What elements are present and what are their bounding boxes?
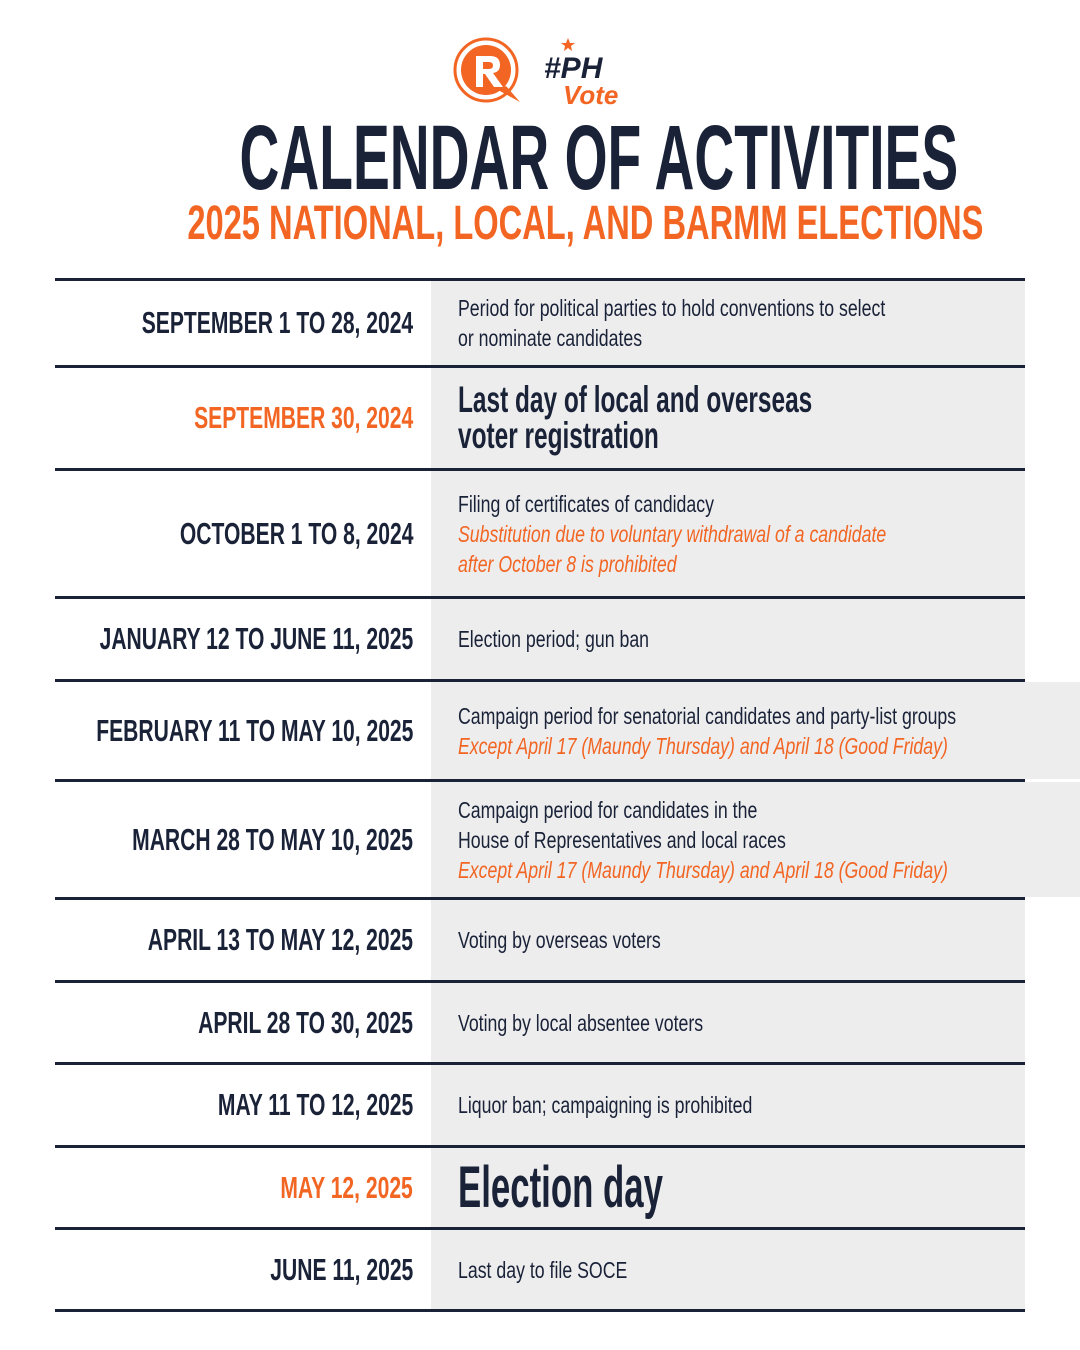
activity-cell: Campaign period for senatorial candidates and party-list groups Except April 17 (Maundy Thursday) and April 18 (Good Friday) <box>431 682 1080 779</box>
svg-text:Vote: Vote <box>563 80 619 108</box>
table-row <box>55 983 1025 1065</box>
date-cell: APRIL 28 TO 30, 2025 <box>198 1004 413 1040</box>
activity-cell: Filing of certificates of candidacy Substitution due to voluntary withdrawal of a candidate after October 8 is prohibited <box>431 471 1025 596</box>
activity-cell: Last day of local and overseas voter registration <box>431 368 1025 468</box>
date-cell: MAY 11 TO 12, 2025 <box>217 1087 413 1122</box>
activity-cell: Election day <box>431 1148 1025 1227</box>
date-cell: SEPTEMBER 1 TO 28, 2024 <box>141 305 413 340</box>
activity-cell: Voting by overseas voters <box>431 900 1025 980</box>
table-row <box>55 471 1025 599</box>
activity-cell: Election period; gun ban <box>431 599 1025 679</box>
date-cell: SEPTEMBER 30, 2024 <box>193 400 413 435</box>
page-subtitle: 2025 NATIONAL, LOCAL, AND BARMM ELECTIONS <box>187 197 984 250</box>
table-row <box>55 682 1025 782</box>
table-row <box>55 1230 1025 1312</box>
calendar-table <box>55 278 1025 1312</box>
logos <box>450 36 640 108</box>
date-cell: APRIL 13 TO MAY 12, 2025 <box>147 922 413 957</box>
date-cell: MARCH 28 TO MAY 10, 2025 <box>132 821 413 857</box>
date-cell: MAY 12, 2025 <box>280 1169 413 1205</box>
table-row <box>55 599 1025 682</box>
table-row <box>55 1065 1025 1148</box>
svg-text:#PH: #PH <box>544 52 603 85</box>
date-cell: OCTOBER 1 TO 8, 2024 <box>179 515 413 551</box>
table-row <box>55 1148 1025 1230</box>
date-cell: JANUARY 12 TO JUNE 11, 2025 <box>99 621 413 656</box>
table-row <box>55 782 1025 900</box>
activity-cell: Campaign period for candidates in the House of Representatives and local races Except April 17 (Maundy Thursday) and April 18 (Good Friday) <box>431 782 1080 897</box>
rappler-logo <box>450 36 640 108</box>
activity-cell: Period for political parties to hold conventions to select or nominate candidates <box>431 281 1025 365</box>
activity-cell: Voting by local absentee voters <box>431 983 1025 1062</box>
date-cell: FEBRUARY 11 TO MAY 10, 2025 <box>95 712 413 748</box>
page-title: CALENDAR OF ACTIVITIES <box>239 107 959 209</box>
table-row <box>55 281 1025 368</box>
table-row <box>55 368 1025 471</box>
activity-cell: Last day to file SOCE <box>431 1230 1025 1309</box>
activity-cell: Liquor ban; campaigning is prohibited <box>431 1065 1025 1145</box>
table-row <box>55 900 1025 983</box>
date-cell: JUNE 11, 2025 <box>270 1251 413 1287</box>
